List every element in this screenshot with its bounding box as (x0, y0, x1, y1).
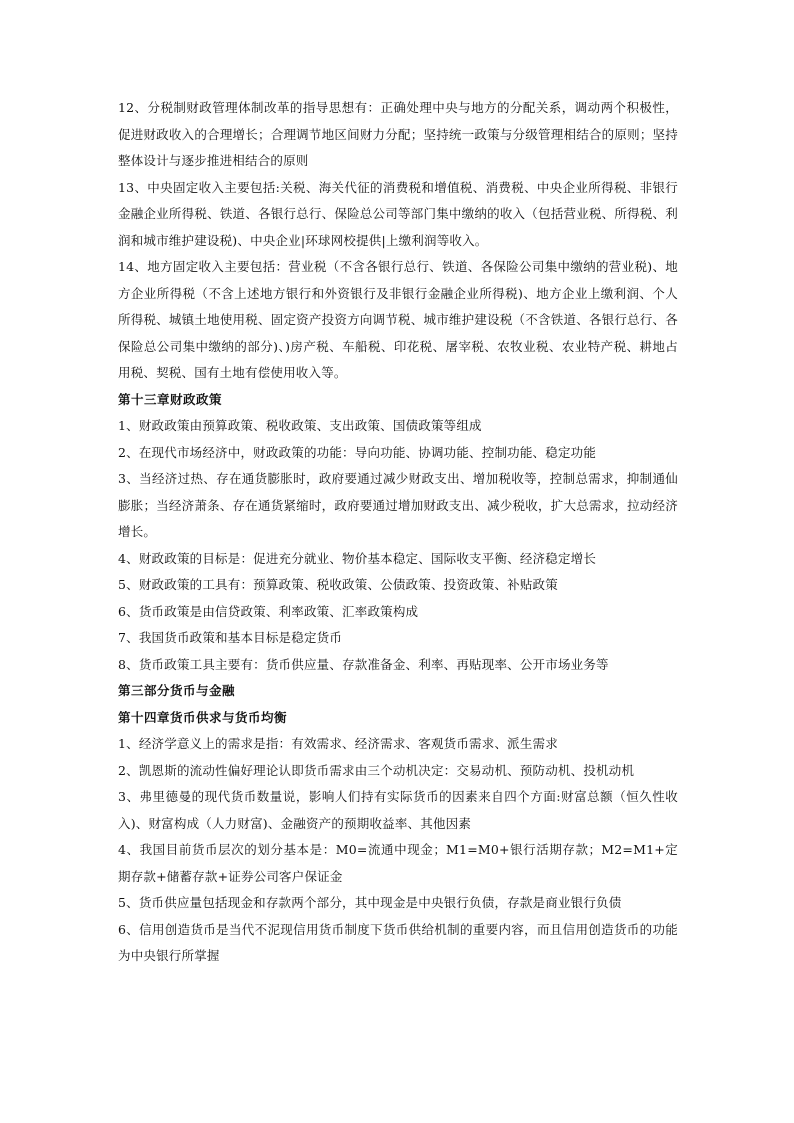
paragraph-ch13-5: 5、财政政策的工具有：预算政策、税收政策、公债政策、投资政策、补贴政策 (118, 577, 558, 592)
document-body (118, 95, 678, 970)
part-3-heading: 第三部分货币与金融 (118, 683, 236, 698)
paragraph-ch13-8: 8、货币政策工具主要有：货币供应量、存款准备金、利率、再贴现率、公开市场业务等 (118, 656, 609, 672)
paragraph-ch13-3: 3、当经济过热、存在通货膨胀时，政府要通过减少财政支出、增加税收等，控制总需求，抑制通仙膨胀；当经济萧条、存在通货紧缩时，政府要通过增加财政支出、减少税收，扩大总需求，拉动经济增长。 (118, 471, 678, 539)
paragraph-ch14-4: 4、我国目前货币层次的划分基本是：M0=流通中现金；M1=M0+银行活期存款；M2=M1+定期存款+储蓄存款+证券公司客户保证金 (118, 842, 678, 884)
paragraph-14: 14、地方固定收入主要包括：营业税（不含各银行总行、铁道、各保险公司集中缴纳的营业税)、地方企业所得税（不含上述地方银行和外资银行及非银行金融企业所得税)、地方企业上缴利润、个人所得税、城镇土地使用税、固定资产投资方向调节税、城市维护建设税（不含铁道、各银行总行、各保险总公司集中缴纳的部分)、)房产税、车船税、印花税、屠宰税、农牧业税、农业特产税、耕地占用税、契税、国有土地有偿使用收入等。 (118, 259, 678, 380)
paragraph-13: 13、中央固定收入主要包括:关税、海关代征的消费税和增值税、消费税、中央企业所得税、非银行金融企业所得税、铁道、各银行总行、保险总公司等部门集中缴纳的收入（包括营业税、所得税、利润和城市维护建设税)、中央企业|环球网校提供|上缴利润等收入。 (118, 179, 678, 248)
paragraph-ch13-6: 6、货币政策是由信贷政策、利率政策、汇率政策构成 (118, 603, 419, 619)
paragraph-ch13-4: 4、财政政策的目标是：促进充分就业、物价基本稳定、国际收支平衡、经济稳定增长 (118, 550, 597, 566)
paragraph-ch13-1: 1、财政政策由预算政策、税收政策、支出政策、国债政策等组成 (118, 418, 482, 433)
paragraph-ch13-2: 2、在现代市场经济中，财政政策的功能：导向功能、协调功能、控制功能、稳定功能 (118, 444, 597, 460)
paragraph-ch14-2: 2、凯恩斯的流动性偏好理论认即货币需求由三个动机决定：交易动机、预防动机、投机动机 (118, 762, 635, 778)
paragraph-12: 12、分税制财政管理体制改革的指导思想有：正确处理中央与地方的分配关系，调动两个积极性，促进财政收入的合理增长；合理调节地区间财力分配；坚持统一政策与分级管理相结合的原则；坚持整体设计与逐步推进相结合的原则 (118, 100, 678, 168)
paragraph-ch14-3: 3、弗里德曼的现代货币数量说，影响人们持有实际货币的因素来自四个方面:财富总额（恒久性收入)、财富构成（人力财富)、金融资产的预期收益率、其他因素 (118, 789, 678, 831)
paragraph-ch13-7: 7、我国货币政策和基本目标是稳定货币 (118, 630, 343, 645)
paragraph-ch14-5: 5、货币供应量包括现金和存款两个部分，其中现金是中央银行负债，存款是商业银行负债 (118, 895, 622, 910)
chapter-13-heading: 第十三章财政政策 (118, 391, 223, 407)
chapter-14-heading: 第十四章货币供求与货币均衡 (118, 709, 288, 725)
paragraph-ch14-1: 1、经济学意义上的需求是指：有效需求、经济需求、客观货币需求、派生需求 (118, 736, 558, 751)
paragraph-ch14-6: 6、信用创造货币是当代不泥现信用货币制度下货币供给机制的重要内容，而且信用创造货币的功能为中央银行所掌握 (118, 921, 678, 963)
